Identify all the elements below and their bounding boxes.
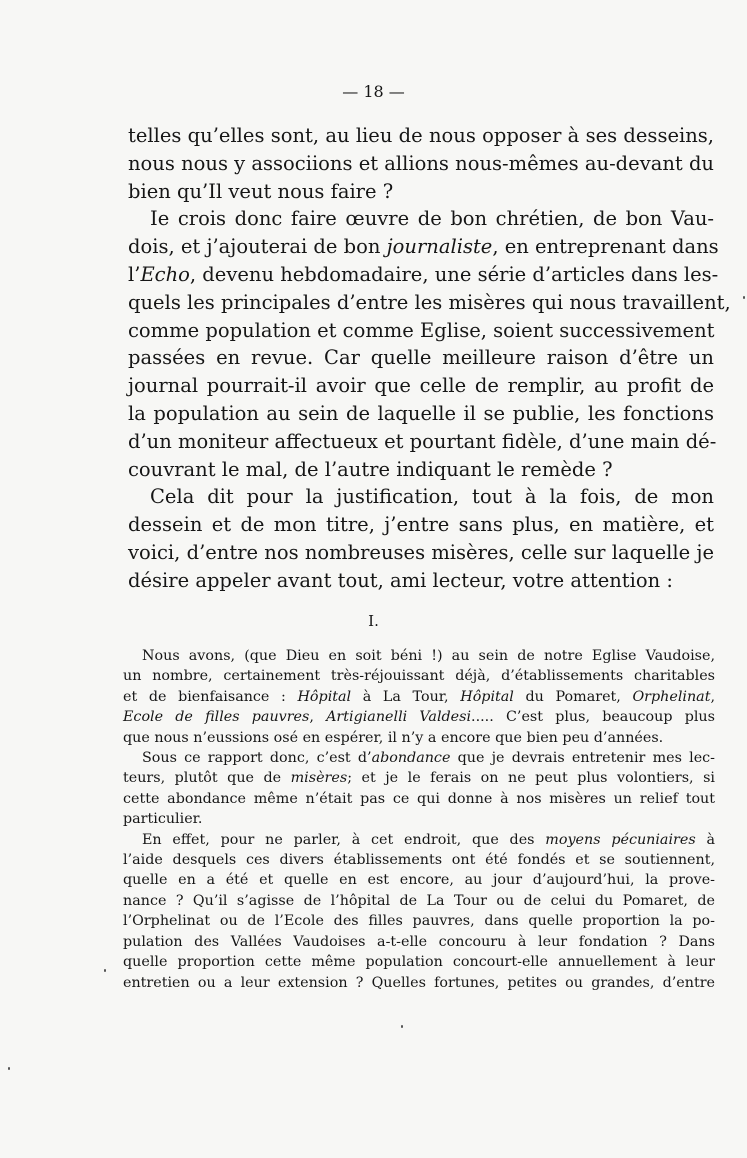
text-run: Ie crois donc faire œuvre de bon chrétien, de bon Vau-	[150, 207, 714, 231]
text-line	[128, 344, 714, 372]
text-run: que nous n’eussions osé en espérer, il n’y a encore que bien peu d’années.	[123, 729, 664, 746]
italic-text: journaliste	[386, 235, 493, 259]
text-run: d’un moniteur affectueux et pourtant fidèle, d’une main dé-	[128, 429, 717, 453]
text-run: quels les principales d’entre les misères qui nous travaillent,	[128, 290, 731, 314]
italic-text: Orphelinat	[632, 688, 711, 705]
italic-text: Echo	[140, 262, 190, 286]
text-line	[128, 428, 717, 456]
text-run: quelle proportion cette même population concourt-elle annuellement à leur	[123, 954, 715, 971]
small-text-line	[123, 850, 715, 870]
text-line	[128, 567, 714, 595]
text-line	[128, 317, 714, 345]
small-text-line	[123, 830, 715, 850]
print-speck	[401, 1025, 403, 1028]
small-text-line	[123, 666, 715, 686]
text-line	[128, 511, 714, 539]
text-run: désire appeler avant tout, ami lecteur, votre attention :	[128, 568, 673, 592]
text-run: que je devrais entretenir mes lec-	[450, 750, 716, 767]
text-run: couvrant le mal, de l’autre indiquant le remède ?	[128, 457, 613, 481]
section-text	[123, 646, 715, 993]
text-run: la population au sein de laquelle il se publie, les fonctions	[128, 401, 714, 425]
section-heading: I.	[368, 612, 379, 630]
text-run: cette abondance même n’était pas ce qui donne à nos misères un relief tout	[123, 790, 715, 807]
text-run: passées en revue. Car quelle meilleure raison d’être un	[128, 346, 714, 370]
text-run: l’Orphelinat ou de l’Ecole des filles pauvres, dans quelle proportion la po-	[123, 913, 715, 930]
italic-text: Hôpital	[460, 688, 514, 705]
text-run: pulation des Vallées Vaudoises a-t-elle concouru à leur fondation ? Dans	[123, 933, 715, 950]
text-run: , en entreprenant dans	[492, 235, 719, 259]
text-run: voici, d’entre nos nombreuses misères, celle sur laquelle je	[128, 540, 714, 564]
text-line	[128, 205, 714, 233]
small-text-line	[123, 646, 715, 666]
text-run: à La Tour,	[351, 688, 461, 705]
print-speck	[104, 969, 106, 972]
italic-text: Artigianelli Valdesi	[326, 709, 472, 726]
small-text-line	[123, 809, 715, 829]
small-text-line	[123, 891, 715, 911]
text-run: ,	[309, 709, 327, 726]
text-run: l’	[128, 262, 141, 286]
text-run: du Pomaret,	[513, 688, 633, 705]
main-text	[128, 122, 731, 595]
text-run: entretien ou a leur extension ? Quelles fortunes, petites ou grandes, d’entre	[123, 974, 715, 991]
text-line	[128, 233, 719, 261]
small-text-line	[123, 932, 715, 952]
text-run: particulier.	[123, 811, 203, 828]
text-line	[128, 261, 719, 289]
italic-text: Hôpital	[297, 688, 352, 705]
text-line	[128, 289, 731, 317]
text-run: un nombre, certainement très-réjouissant déjà, d’établissements charitables	[123, 668, 715, 685]
text-line	[128, 400, 714, 428]
page-number: — 18 —	[342, 82, 405, 101]
text-run: dois, et j’ajouterai de bon	[128, 235, 387, 259]
small-text-line	[123, 952, 715, 972]
text-run: bien qu’Il veut nous faire ?	[128, 179, 394, 203]
text-line	[128, 150, 714, 178]
italic-text: abondance	[371, 750, 451, 767]
text-run: ; et je le ferais on ne peut plus volontiers, si	[347, 770, 715, 787]
text-run: nous nous y associions et allions nous-mêmes au-devant du	[128, 151, 714, 175]
text-run: teurs, plutôt que de	[123, 770, 291, 787]
small-text-line	[123, 911, 715, 931]
text-line	[128, 483, 714, 511]
text-run: comme population et comme Eglise, soient successivement	[128, 318, 715, 342]
italic-text: misères	[290, 770, 348, 787]
text-run: , devenu hebdomadaire, une série d’articles dans les-	[189, 262, 719, 286]
text-run: nance ? Qu’il s’agisse de l’hôpital de La Tour ou de celui du Pomaret, de	[123, 892, 715, 909]
text-run: ..... C’est plus, beaucoup plus	[471, 709, 715, 726]
text-run: ,	[710, 688, 715, 705]
text-run: quelle en a été et quelle en est encore, au jour d’aujourd’hui, la prove-	[123, 872, 715, 889]
text-line	[128, 122, 714, 150]
text-run: dessein et de mon titre, j’entre sans plus, en matière, et	[128, 513, 714, 537]
small-text-line	[123, 728, 715, 748]
text-run: à	[695, 831, 715, 848]
small-text-line	[123, 687, 715, 707]
small-text-line	[123, 973, 715, 993]
text-run: et de bienfaisance :	[123, 688, 298, 705]
print-speck	[743, 296, 745, 299]
print-speck	[8, 1067, 10, 1070]
small-text-line	[123, 870, 715, 890]
text-line	[128, 178, 714, 206]
small-text-line	[123, 707, 715, 727]
text-run: Sous ce rapport donc, c’est d’	[142, 750, 372, 767]
italic-text: moyens pécuniaires	[545, 831, 696, 848]
text-run: telles qu’elles sont, au lieu de nous opposer à ses desseins,	[128, 124, 714, 147]
text-line	[128, 372, 714, 400]
small-text-line	[123, 748, 715, 768]
text-line	[128, 456, 714, 484]
text-run: En effet, pour ne parler, à cet endroit, que des	[142, 831, 546, 848]
text-run: Nous avons, (que Dieu en soit béni !) au sein de notre Eglise Vaudoise,	[142, 648, 715, 664]
text-line	[128, 539, 714, 567]
small-text-line	[123, 789, 715, 809]
text-run: Cela dit pour la justification, tout à la fois, de mon	[150, 485, 714, 509]
italic-text: Ecole de filles pauvres	[123, 709, 310, 726]
text-run: l’aide desquels ces divers établissements ont été fondés et se soutiennent,	[123, 852, 715, 869]
small-text-line	[123, 768, 715, 788]
text-run: journal pourrait-il avoir que celle de remplir, au profit de	[128, 374, 714, 398]
